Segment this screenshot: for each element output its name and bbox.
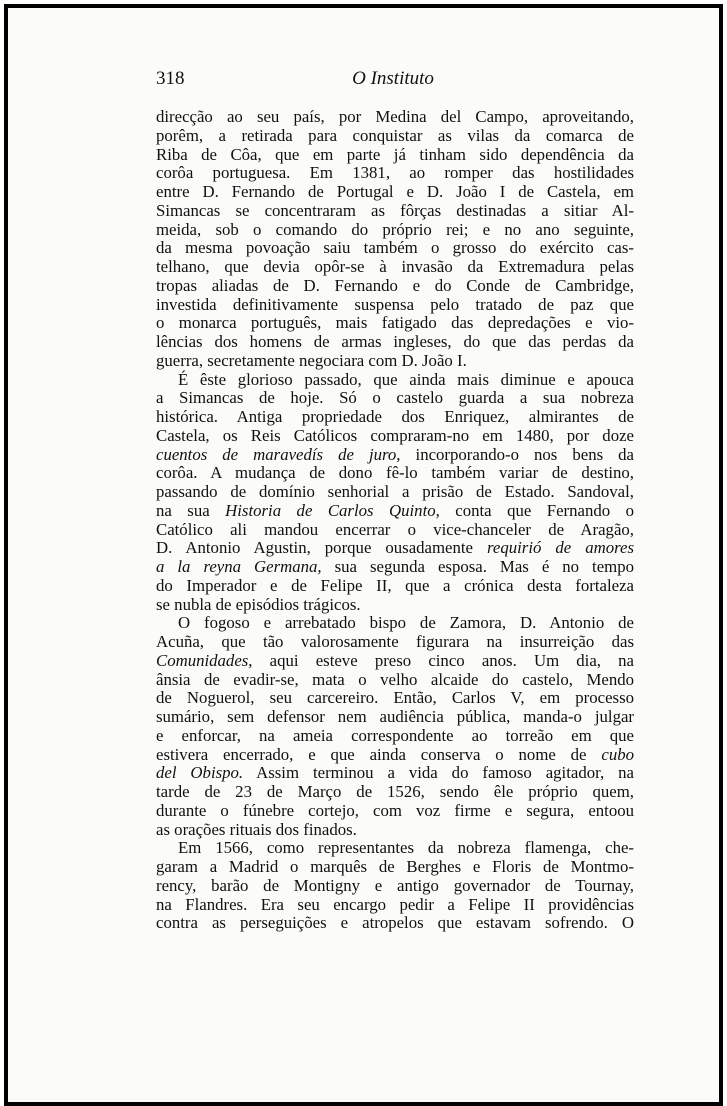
text-line: Acuña, que tão valorosamente figurara na insurreição das — [156, 632, 634, 651]
text-line: contra as perseguições e atropelos que estavam sofrendo. O — [156, 913, 634, 933]
italic-text: cuentos de maravedís de juro, — [156, 444, 401, 464]
text-line — [156, 502, 634, 521]
text-line: lências dos homens de armas ingleses, do que das perdas da — [156, 332, 634, 351]
text-line: É êste glorioso passado, que ainda mais diminue e apouca — [178, 369, 634, 389]
text-line: o monarca português, mais fatigado das depredações e vio- — [156, 313, 634, 333]
page-header — [148, 68, 638, 98]
italic-text: Historia de Carlos Quinto, — [225, 500, 440, 520]
text-line: guerra, secretamente negociara com D. João I. — [156, 350, 467, 370]
text-line: Católico ali mandou encerrar o vice-chanceler de Aragão, — [156, 519, 634, 539]
text-run: conta que Fernando o — [439, 500, 635, 520]
text-line: porêm, a retirada para conquistar as vilas da comarca de — [156, 125, 634, 145]
text-line: sumário, sem defensor nem audiência pública, manda-o julgar — [156, 707, 634, 726]
text-line: na Flandres. Era seu encargo pedir a Felipe II providências — [156, 894, 634, 914]
text-line: telhano, que devia opôr-se à invasão da Extremadura pelas — [156, 257, 634, 276]
text-run: sua segunda esposa. Mas é no tempo — [321, 557, 634, 576]
text-line — [156, 764, 634, 783]
text-line: passando de domínio senhorial a prisão de Estado. Sandoval, — [156, 482, 634, 501]
text-line: tarde de 23 de Março de 1526, sendo êle próprio quem, — [156, 782, 634, 801]
italic-text: requirió de amores — [486, 538, 634, 558]
text-line: corôa. A mudança de dono fê-lo também variar de destino, — [156, 463, 634, 483]
text-line: investida definitivamente suspensa pelo tratado de paz que — [156, 294, 634, 314]
text-run: estivera encerrado, e que ainda conserva o nome de — [156, 744, 602, 764]
text-line: as orações rituais dos finados. — [156, 819, 357, 839]
text-line: direcção ao seu país, por Medina del Campo, aproveitando, — [156, 107, 634, 126]
text-line: se nubla de episódios trágicos. — [156, 594, 361, 614]
text-line: Riba de Côa, que em parte já tinham sido dependência da — [156, 144, 634, 164]
text-line: da mesma povoação saiu também o grosso do exército cas- — [156, 238, 634, 258]
body-text — [156, 108, 634, 933]
text-line — [156, 652, 634, 671]
text-line: garam a Madrid o marquês de Berghes e Floris de Montmo- — [156, 857, 634, 876]
italic-text: a la reyna Germana, — [156, 557, 322, 576]
text-line — [156, 746, 634, 765]
text-line: Castela, os Reis Católicos compraram-no em 1480, por doze — [156, 425, 634, 445]
text-line — [156, 539, 634, 558]
text-line: rency, barão de Montigny e antigo governador de Tournay, — [156, 875, 634, 895]
text-line: ânsia de evadir-se, mata o velho alcaide do castelo, Mendo — [156, 669, 634, 689]
italic-text: del Obispo. — [156, 763, 244, 783]
text-line — [156, 558, 634, 577]
text-run: D. Antonio Agustin, porque ousadamente — [156, 538, 487, 558]
text-run: incorporando-o nos bens da — [400, 444, 634, 464]
text-run: na sua — [156, 500, 226, 520]
text-run: Assim terminou a vida do famoso agitador, na — [243, 763, 634, 783]
text-line: e enforcar, na ameia correspondente ao torreão em que — [156, 725, 634, 745]
italic-text: cubo — [601, 744, 634, 764]
page-frame — [4, 4, 723, 1106]
text-line: corôa portuguesa. Em 1381, ao romper das hostilidades — [156, 163, 634, 183]
text-line: meida, sob o comando do próprio rei; e no ano seguinte, — [156, 219, 634, 239]
text-line: histórica. Antiga propriedade dos Enriquez, almirantes de — [156, 407, 634, 426]
italic-text: Comunidades, — [156, 650, 253, 670]
text-line: O fogoso e arrebatado bispo de Zamora, D. Antonio de — [178, 613, 634, 633]
text-run: aqui esteve preso cinco anos. Um dia, na — [252, 650, 634, 670]
text-line: entre D. Fernando de Portugal e D. João I de Castela, em — [156, 182, 634, 201]
text-line: do Imperador e de Felipe II, que a crónica desta fortaleza — [156, 575, 634, 595]
page-number: 318 — [156, 68, 185, 89]
text-line — [156, 446, 634, 465]
text-line: durante o fúnebre cortejo, com voz firme e segura, entoou — [156, 800, 634, 820]
text-line: de Noguerol, seu carcereiro. Então, Carlos V, em processo — [156, 688, 634, 708]
text-line: tropas aliadas de D. Fernando e do Conde de Cambridge, — [156, 275, 634, 295]
text-line: Em 1566, como representantes da nobreza flamenga, che- — [178, 838, 634, 858]
text-line: Simancas se concentraram as fôrças destinadas a sitiar Al- — [156, 200, 634, 220]
running-title: O Instituto — [352, 68, 434, 89]
text-line: a Simancas de hoje. Só o castelo guarda a sua nobreza — [156, 388, 634, 408]
